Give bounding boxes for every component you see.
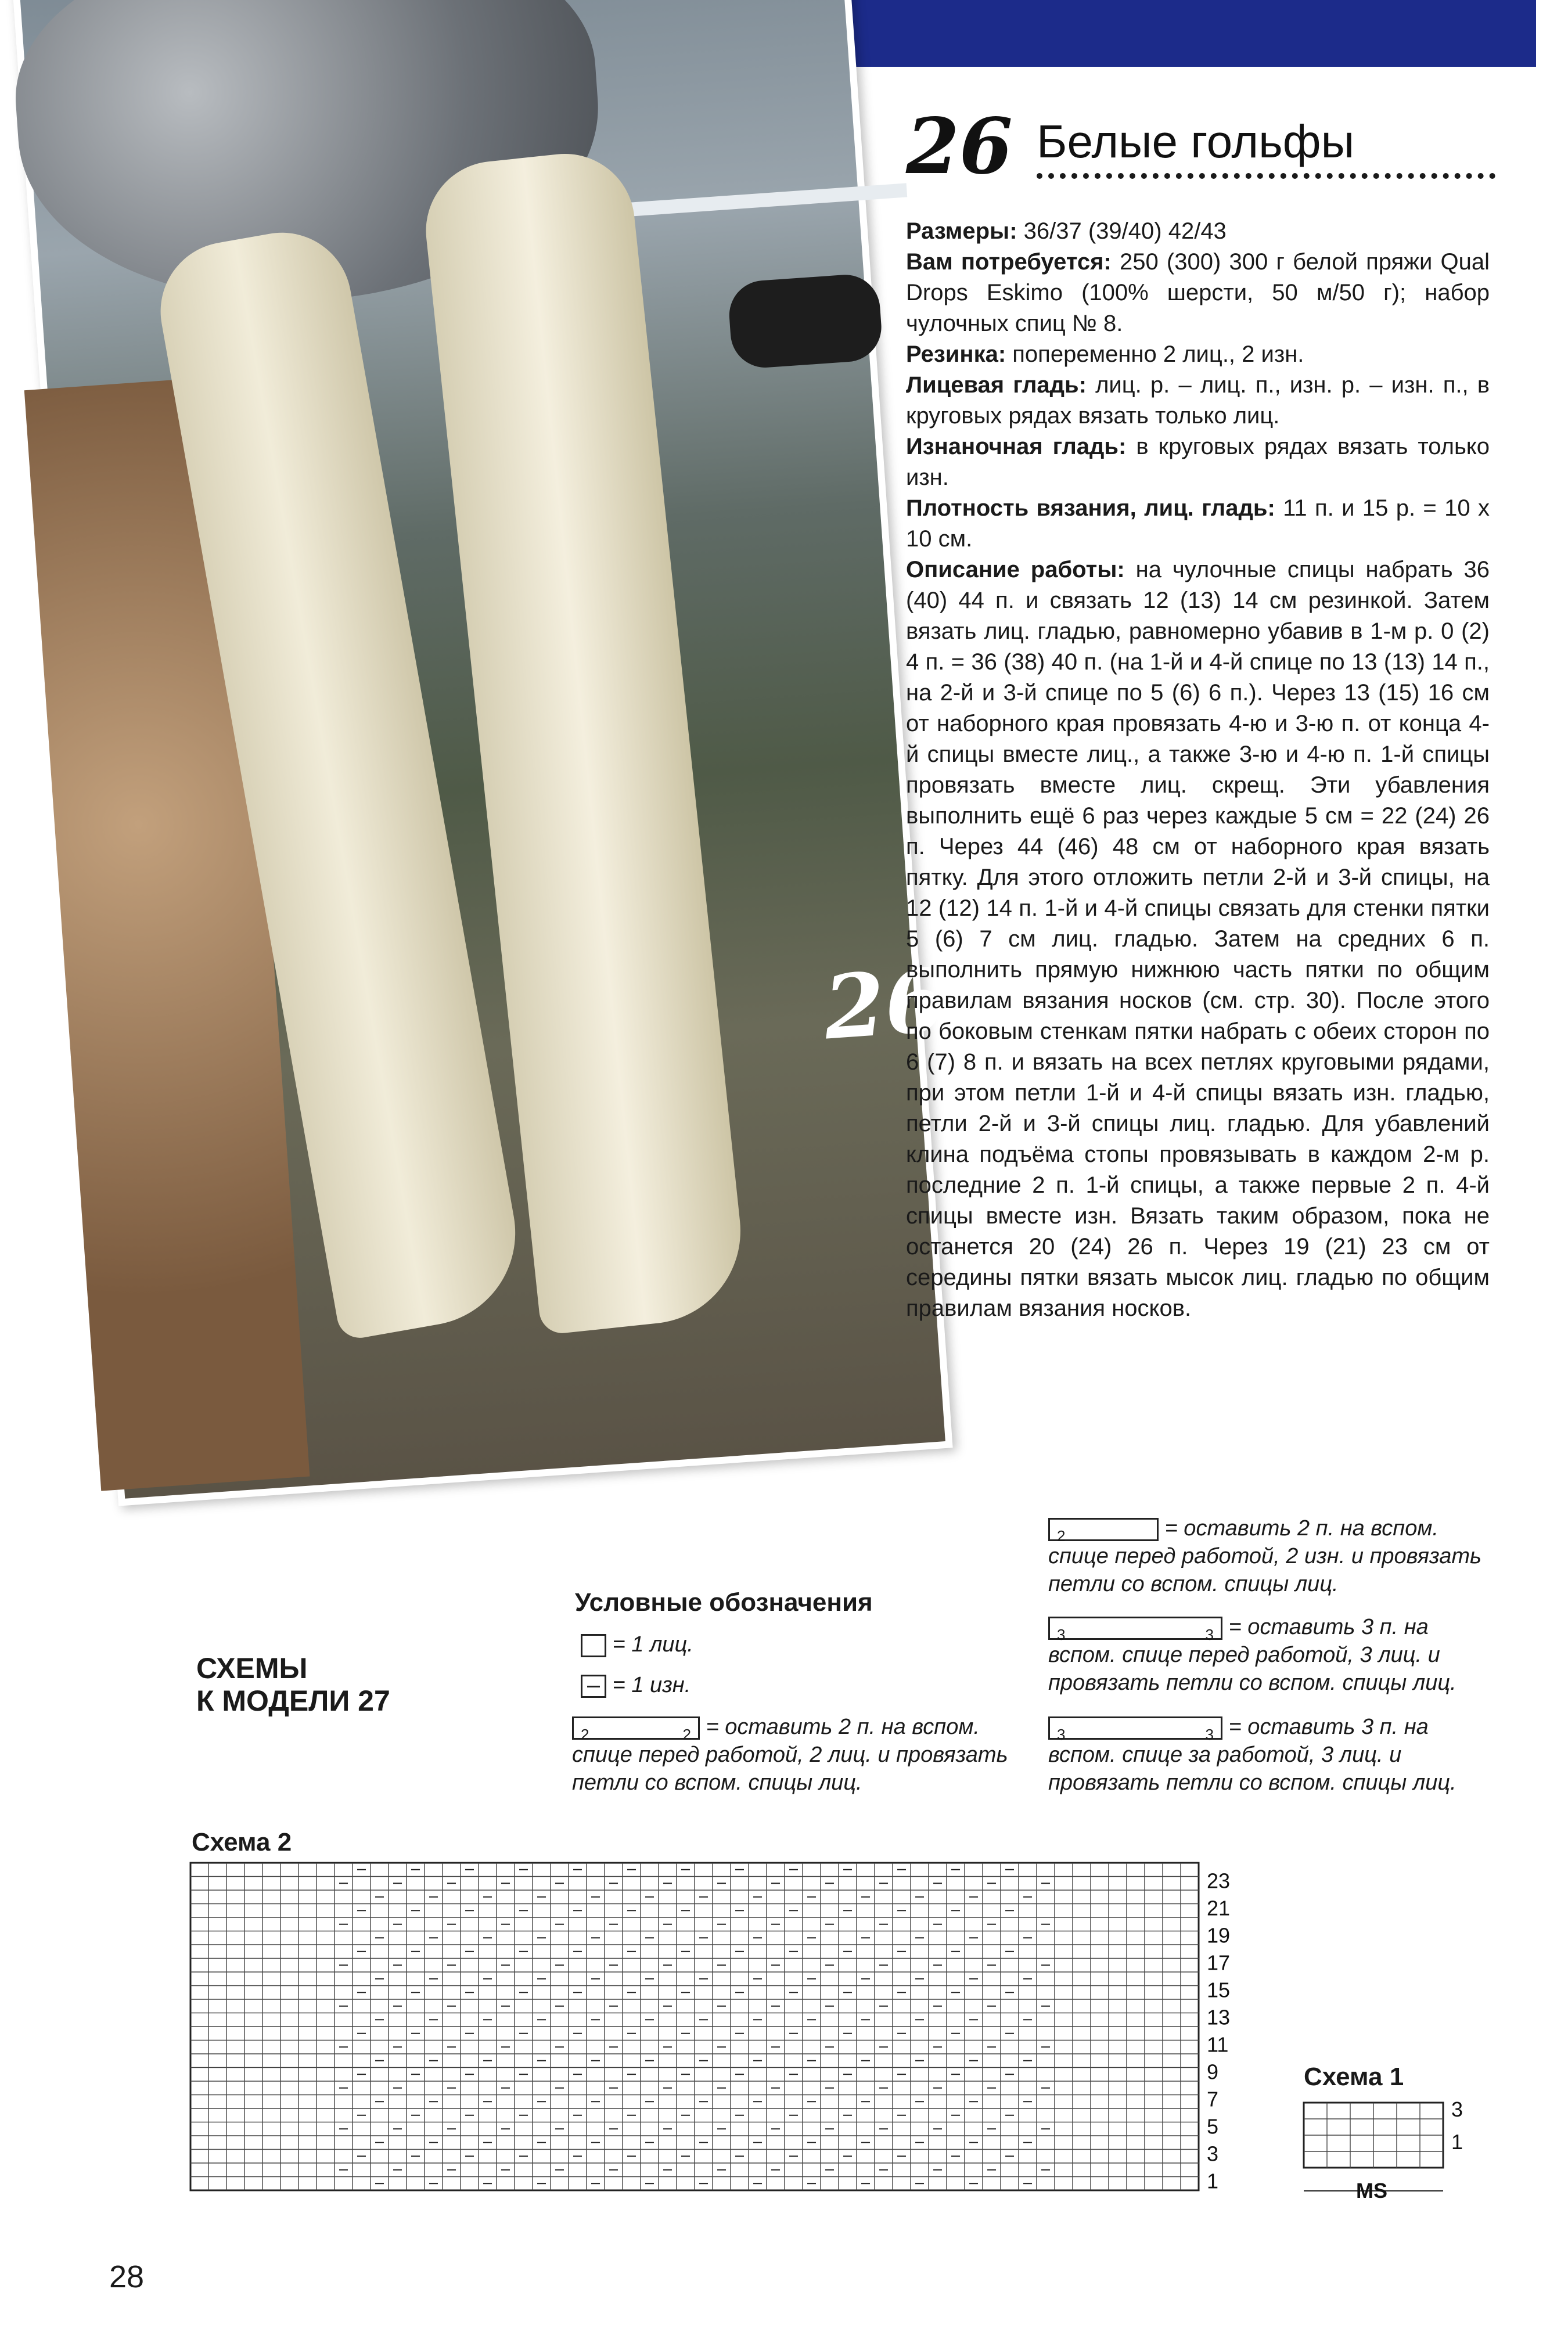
description-paragraph <box>906 555 1490 1324</box>
description-label: Плотность вязания, лиц. гладь: <box>906 495 1275 521</box>
legend-item-cable2-front-knit <box>572 1713 1013 1797</box>
pattern-description <box>906 216 1490 1324</box>
schemes-heading <box>196 1652 390 1717</box>
legend-item-cable2-front-purl <box>1048 1514 1501 1598</box>
description-text: 250 (300) 300 г белой пряжи Qual Drops Eskimo (100% шерсти, 50 м/50 г); набор чулочных спиц № 8. <box>906 249 1490 336</box>
sym-num: 2 <box>581 1725 589 1743</box>
description-label: Вам потребуется: <box>906 249 1112 275</box>
repeat-label: MS <box>1356 2179 1387 2203</box>
description-text: 36/37 (39/40) 42/43 <box>1017 218 1227 244</box>
legend-item-knit <box>581 1631 693 1658</box>
header-bar <box>810 0 1536 67</box>
schemes-heading-line2: К МОДЕЛИ 27 <box>196 1685 390 1717</box>
legend-text: = оставить 3 п. на вспом. спице перед работой, 3 лиц. и провязать петли со вспом. спицы лиц. <box>1048 1615 1456 1695</box>
sym-num: 2 <box>682 1725 691 1743</box>
description-label: Размеры: <box>906 218 1017 244</box>
scheme2-title: Схема 2 <box>192 1828 292 1856</box>
cable3-back-symbol <box>1048 1716 1222 1743</box>
legend-text: = оставить 3 п. на вспом. спице за работой, 3 лиц. и провязать петли со вспом. спицы лиц. <box>1048 1715 1456 1795</box>
scheme1-row-number: 3 <box>1451 2097 1463 2121</box>
scheme2-row-number: 7 <box>1207 2087 1219 2111</box>
photo-model-number: 26 <box>821 949 949 1060</box>
title-underline <box>1037 173 1495 179</box>
sym-num: 3 <box>1057 1725 1066 1743</box>
description-paragraph <box>906 431 1490 493</box>
scheme1-grid <box>1298 2099 1484 2215</box>
cable2-purl-symbol <box>1048 1518 1159 1545</box>
description-paragraph <box>906 370 1490 431</box>
description-paragraph <box>906 216 1490 247</box>
description-text: в круговых рядах вязать только изн. <box>906 434 1490 490</box>
photo-white-socks <box>19 0 949 1499</box>
scheme2-row-number: 19 <box>1207 1923 1231 1948</box>
sym-num: 3 <box>1205 1625 1214 1643</box>
scheme2-row-number: 15 <box>1207 1978 1231 2002</box>
description-label: Описание работы: <box>906 557 1125 582</box>
scheme2-grid <box>189 1861 1231 2209</box>
description-text: на чулочные спицы набрать 36 (40) 44 п. и связать 12 (13) 14 см резинкой. Затем вязать лиц. гладью, равномерно убавив в 1-м р. 0 (2) 4 п. = 36 (38) 40 п. (на 1-й и 4-й спице по 13 (13) 14 п., на 2-й и 3-й спице по 5 (6) 6 п.). Через 13 (15) 16 см от наборного края провязать 4-ю и 3-ю п. от конца 4-й спицы вместе лиц., а также 3-ю и 4-ю п. 1-й спицы провязать вместе лиц. скрещ. Эти убавления выполнить ещё 6 раз через каждые 5 см = 22 (24) 26 п. Через 44 (46) 48 см от наборного края вязать пятку. Для этого отложить петли 2-й и 3-й спицы, на 12 (12) 14 п. 1-й и 4-й спицы связать для стенки пятки 5 (6) 7 см лиц. гладью. Затем на средних 6 п. выполнить прямую нижнюю часть пятки по общим правилам вязания носков (см. стр. 30). После этого по боковым стенкам пятки набрать с обеих сторон по 6 (7) 8 п. и вязать на всех петлях круговыми рядами, при этом петли 1-й и 4-й спицы вязать изн. гладью, петли 2-й и 3-й спицы лиц. гладью. Для убавлений клина подъёма стопы провязывать в каждом 2-м р. последние 2 п. 1-й спицы, а также первые 2 п. 4-й спицы вместе изн. Вязать таким образом, пока не останется 20 (24) 26 п. Через 19 (21) 23 см от середины пятки вязать мысок лиц. гладью по общим правилам вязания носков. <box>906 557 1490 1321</box>
description-label: Изнаночная гладь: <box>906 434 1127 459</box>
scheme2-row-number: 3 <box>1207 2142 1219 2166</box>
scheme2-row-number: 21 <box>1207 1896 1231 1920</box>
purl-symbol <box>581 1675 606 1698</box>
legend-item-purl <box>581 1671 691 1699</box>
scheme2-row-number: 1 <box>1207 2169 1219 2193</box>
scheme2-row-number: 9 <box>1207 2060 1219 2084</box>
sym-num: 2 <box>1057 1527 1066 1545</box>
description-paragraph <box>906 339 1490 370</box>
description-label: Лицевая гладь: <box>906 372 1087 398</box>
description-text: попеременно 2 лиц., 2 изн. <box>1006 341 1304 367</box>
description-text: 11 п. и 15 р. = 10 х 10 см. <box>906 495 1490 552</box>
scheme2-row-number: 5 <box>1207 2114 1219 2139</box>
schemes-heading-line1: СХЕМЫ <box>196 1652 308 1685</box>
legend-item-cable3-front <box>1048 1613 1501 1697</box>
scheme2-row-number: 17 <box>1207 1950 1231 1975</box>
photo-chain <box>727 272 884 370</box>
photo-frame <box>12 0 953 1506</box>
legend-title: Условные обозначения <box>575 1588 873 1617</box>
cable2-symbol <box>572 1716 700 1743</box>
legend-text: = оставить 2 п. на вспом. спице перед работой, 2 лиц. и провязать петли со вспом. спицы лиц. <box>572 1715 1008 1795</box>
cable3-front-symbol <box>1048 1617 1222 1643</box>
scheme1-title: Схема 1 <box>1304 2063 1404 2091</box>
knit-symbol <box>581 1634 606 1657</box>
scheme2-row-number: 23 <box>1207 1869 1231 1893</box>
description-paragraph <box>906 493 1490 555</box>
description-text: лиц. р. – лиц. п., изн. р. – изн. п., в круговых рядах вязать только лиц. <box>906 372 1490 429</box>
legend-text: = 1 изн. <box>612 1673 691 1697</box>
page-title: Белые гольфы <box>1037 116 1355 167</box>
description-paragraph <box>906 247 1490 339</box>
scheme1-row-number: 1 <box>1451 2130 1463 2154</box>
model-number: 26 <box>906 102 1013 192</box>
page-number: 28 <box>109 2259 145 2294</box>
sym-num: 3 <box>1205 1725 1214 1743</box>
legend-text: = оставить 2 п. на вспом. спице перед работой, 2 изн. и провязать петли со вспом. спицы лиц. <box>1048 1516 1481 1596</box>
scheme2-row-number: 13 <box>1207 2005 1231 2029</box>
legend-item-cable3-back <box>1048 1713 1501 1797</box>
legend-text: = 1 лиц. <box>612 1632 693 1657</box>
description-label: Резинка: <box>906 341 1006 367</box>
sym-num: 3 <box>1057 1625 1066 1643</box>
scheme2-row-number: 11 <box>1207 2032 1229 2057</box>
